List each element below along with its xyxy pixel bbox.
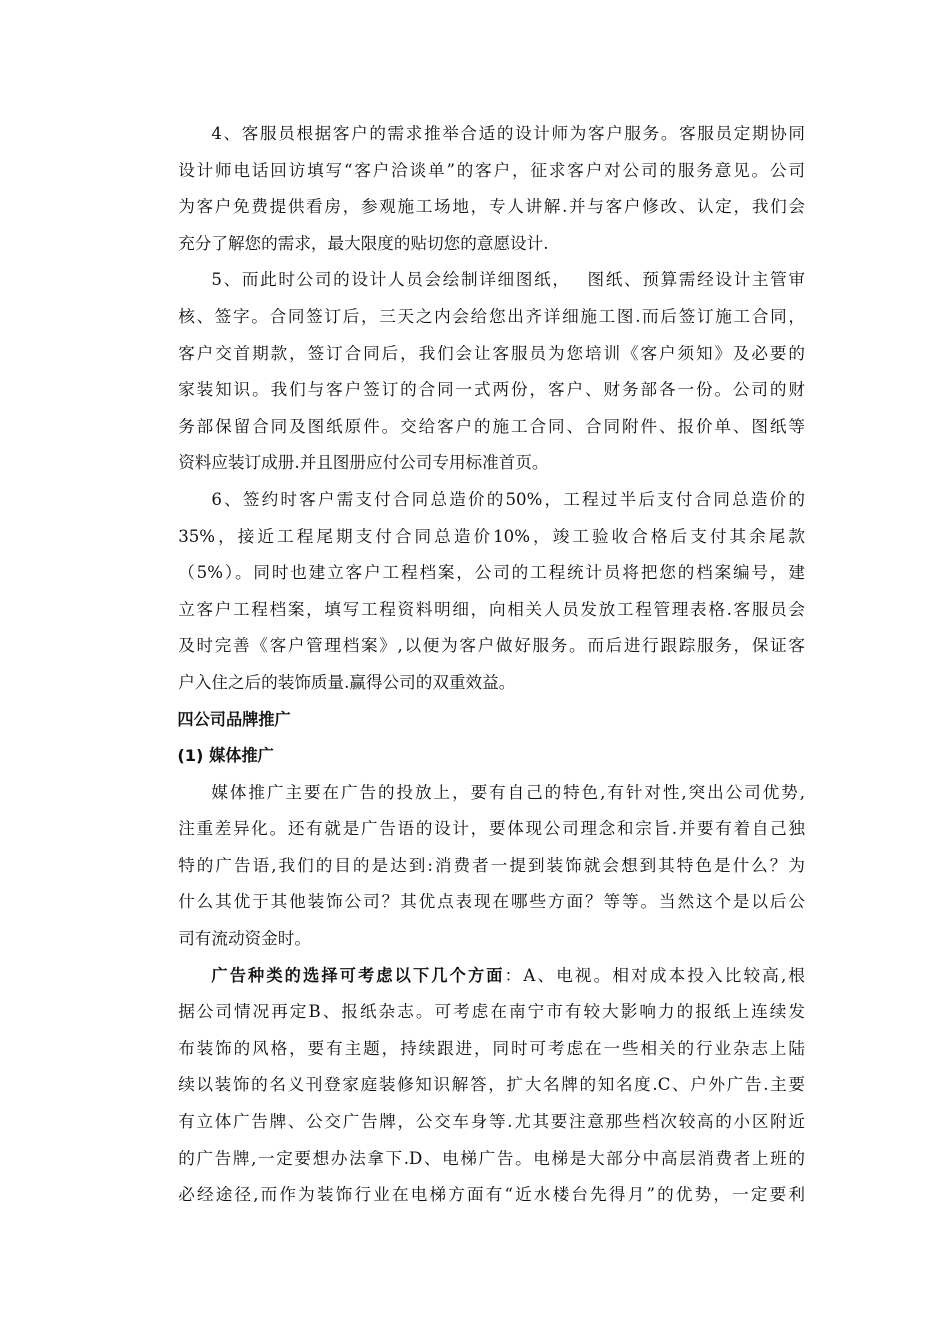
- text-line-rest: ：A、电视。相对成本投入比较高,根: [504, 965, 805, 985]
- text-line: （5%）。同时也建立客户工程档案，公司的工程统计员将把您的档案编号，建: [178, 563, 805, 583]
- text-line: 资料应装订成册.并且图册应付公司专用标准首页。: [178, 453, 549, 473]
- text-line: 特的广告语,我们的目的是达到:消费者一提到装饰就会想到其特色是什么？为: [178, 855, 805, 875]
- text-line: 为客户免费提供看房，参观施工场地，专人讲解.并与客户修改、认定，我们会: [178, 197, 805, 217]
- paragraph-media: [145, 775, 805, 958]
- text-line: 什么其优于其他装饰公司？其优点表现在哪些方面？等等。当然这个是以后公: [178, 892, 805, 912]
- text-line: 注重差异化。还有就是广告语的设计，要体现公司理念和宗旨.并要有着自己独: [178, 819, 805, 839]
- text-line: 必经途径,而作为装饰行业在电梯方面有“近水楼台先得月”的优势，一定要利: [178, 1185, 805, 1205]
- section-heading: 四公司品牌推广: [177, 709, 291, 729]
- text-line: 及时完善《客户管理档案》,以便为客户做好服务。而后进行跟踪服务，保证客: [178, 636, 805, 656]
- text-line: 家装知识。我们与客户签订的合同一式两份，客户、财务部各一份。公司的财: [178, 380, 805, 400]
- text-line: 5、而此时公司的设计人员会绘制详细图纸， 图纸、预算需经设计主管审: [211, 270, 805, 290]
- text-line: 续以装饰的名义刊登家庭装修知识解答，扩大名牌的知名度.C、户外广告.主要: [178, 1075, 805, 1095]
- paragraph-4: [145, 116, 805, 262]
- text-line: 35%，接近工程尾期支付合同总造价10%，竣工验收合格后支付其余尾款: [178, 526, 805, 546]
- text-line: 4、客服员根据客户的需求推举合适的设计师为客户服务。客服员定期协同: [211, 124, 805, 143]
- text-line: [145, 958, 805, 995]
- text-line: 充分了解您的需求，最大限度的贴切您的意愿设计.: [178, 233, 549, 253]
- bold-lead-text: 广告种类的选择可考虑以下几个方面: [211, 965, 505, 985]
- text-line: 的广告牌,一定要想办法拿下.D、电梯广告。电梯是大部分中高层消费者上班的: [178, 1148, 805, 1168]
- text-line: 据公司情况再定B、报纸杂志。可考虑在南宁市有较大影响力的报纸上连续发: [178, 1002, 805, 1022]
- text-line: 媒体推广主要在广告的投放上，要有自己的特色,有针对性,突出公司优势,: [211, 782, 805, 802]
- text-line: 设计师电话回访填写“客户洽谈单”的客户，征求客户对公司的服务意见。公司: [178, 160, 805, 180]
- paragraph-5: [145, 262, 805, 482]
- text-line: 6、签约时客户需支付合同总造价的50%，工程过半后支付合同总造价的: [211, 489, 805, 509]
- document-page: [145, 116, 805, 1214]
- text-line: 立客户工程档案，填写工程资料明细，向相关人员发放工程管理表格.客服员会: [178, 599, 805, 619]
- text-line: 核、签字。合同签订后，三天之内会给您出齐详细施工图.而后签订施工合同，: [178, 306, 805, 326]
- text-line: 务部保留合同及图纸原件。交给客户的施工合同、合同附件、报价单、图纸等: [178, 416, 805, 436]
- text-line: 司有流动资金时。: [178, 929, 311, 949]
- paragraph-ads: [145, 958, 805, 1214]
- text-line: 户入住之后的装饰质量.赢得公司的双重效益。: [178, 672, 516, 692]
- paragraph-6: [145, 482, 805, 702]
- subsection-heading: (1) 媒体推广: [177, 746, 274, 766]
- text-line: 布装饰的风格，要有主题，持续跟进，同时可考虑在一些相关的行业杂志上陆: [178, 1038, 805, 1058]
- text-line: 客户交首期款，签订合同后，我们会让客服员为您培训《客户须知》及必要的: [178, 343, 805, 363]
- text-line: 有立体广告牌、公交广告牌，公交车身等.尤其要注意那些档次较高的小区附近: [178, 1112, 805, 1132]
